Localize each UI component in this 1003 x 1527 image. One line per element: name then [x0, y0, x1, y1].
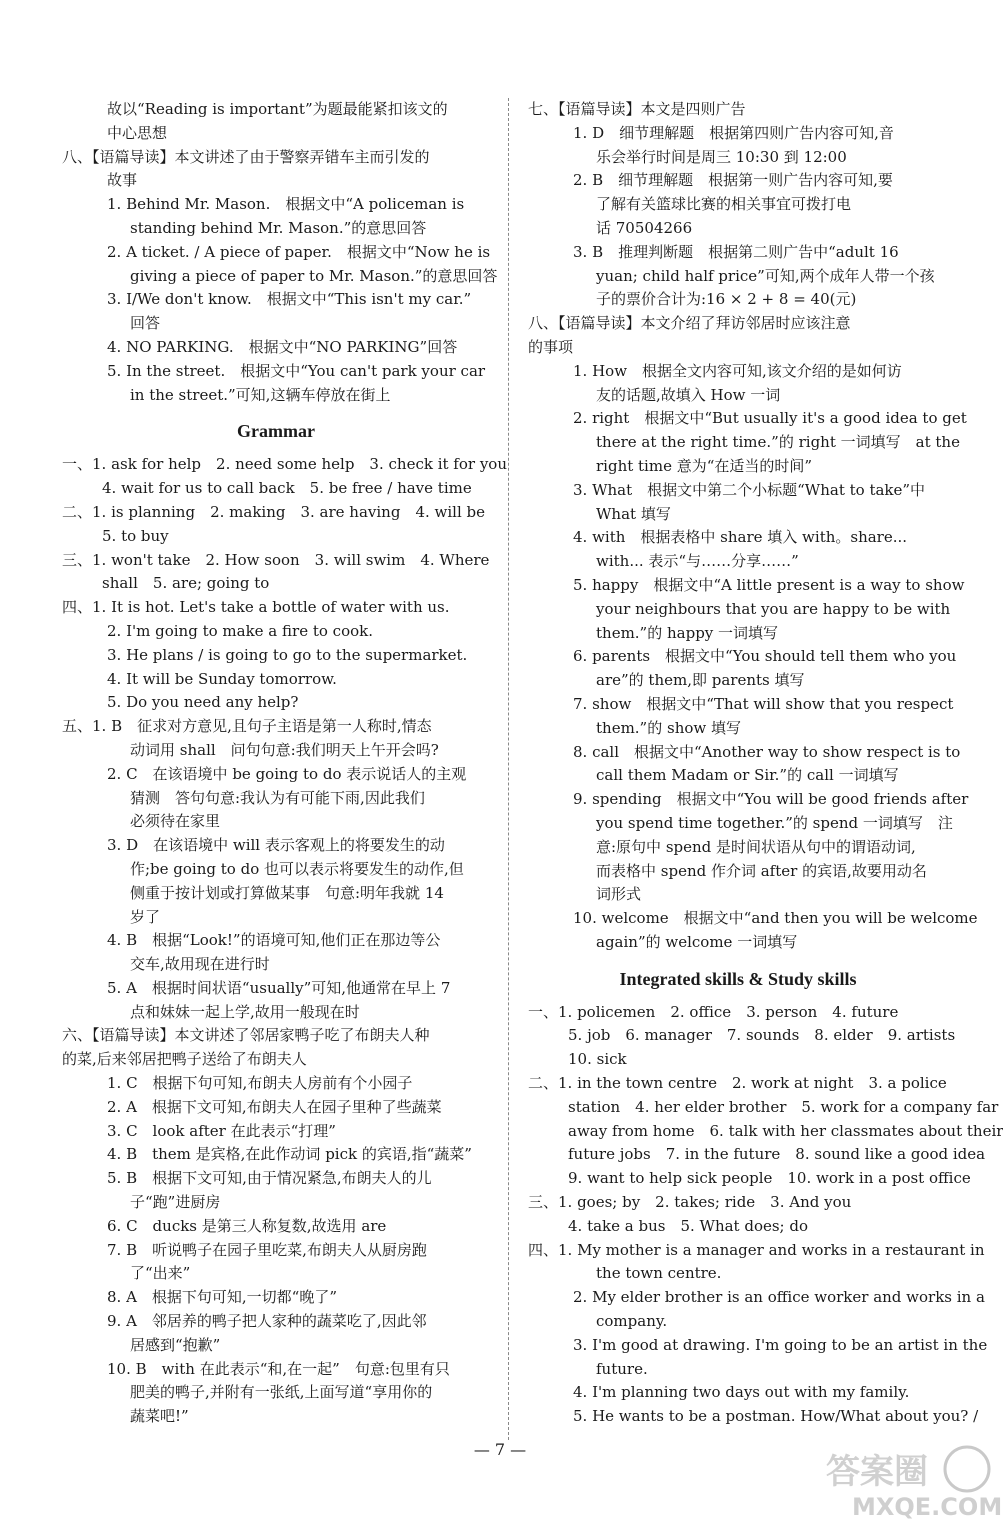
- left-text-line: 2. I'm going to make a fire to cook.: [107, 621, 373, 640]
- right-column: [528, 98, 1003, 1429]
- right-text-line: 七、【语篇导读】本文是四则广告: [528, 100, 746, 118]
- right-text-line: 1. D 细节理解题 根据第四则广告内容可知,音: [573, 123, 894, 142]
- right-text-line: 7. show 根据文中“That will show that you respect: [573, 694, 954, 713]
- right-text-line: 2. My elder brother is an office worker and works in a: [573, 1288, 985, 1307]
- left-text-line: 3. C look after 在此表示“打理”: [107, 1121, 336, 1140]
- right-text-line: 2. B 细节理解题 根据第一则广告内容可知,要: [573, 171, 893, 190]
- left-text-line: 点和妹妹一起上学,故用一般现在时: [130, 1002, 360, 1021]
- right-text-line: 的事项: [528, 337, 574, 356]
- page-number: — 7 —: [473, 1440, 527, 1459]
- right-text-line: future jobs 7. in the future 8. sound like a good idea: [568, 1145, 986, 1164]
- right-text-line: yuan; child half price”可知,两个成年人带一个孩: [596, 266, 935, 285]
- right-text-line: 四、1. My mother is a manager and works in a restaurant in: [528, 1240, 985, 1259]
- left-section-heading: Grammar: [237, 421, 315, 442]
- left-text-line: 4. It will be Sunday tomorrow.: [107, 669, 337, 688]
- left-text-line: 5. to buy: [102, 526, 169, 545]
- left-text-line: 四、1. It is hot. Let's take a bottle of water with us.: [62, 598, 450, 617]
- left-text-line: 4. NO PARKING. 根据文中“NO PARKING”回答: [107, 337, 458, 356]
- left-text-line: 10. B with 在此表示“和,在一起” 句意:包里有只: [107, 1359, 450, 1378]
- left-text-line: 蔬菜吧!”: [130, 1407, 189, 1426]
- right-text-line: the town centre.: [596, 1264, 722, 1283]
- right-text-line: again”的 welcome 一词填写: [596, 932, 798, 951]
- svg-text:答案圈: 答案圈: [826, 1452, 928, 1492]
- left-text-line: 八、【语篇导读】本文讲述了由于警察弄错车主而引发的: [62, 147, 430, 166]
- right-text-line: 乐会举行时间是周三 10:30 到 12:00: [596, 147, 847, 166]
- left-text-line: 侧重于按计划或打算做某事 句意:明年我就 14: [130, 883, 444, 902]
- right-text-line: 4. I'm planning two days out with my family.: [573, 1383, 910, 1402]
- right-text-line: 友的话题,故填入 How 一词: [596, 385, 781, 404]
- left-text-line: 3. D 在该语境中 will 表示客观上的将要发生的动: [107, 836, 445, 855]
- right-text-line: 二、1. in the town centre 2. work at night 3. a police: [528, 1074, 947, 1093]
- left-text-line: 必须待在家里: [130, 812, 221, 831]
- right-text-line: 4. with 根据表格中 share 填入 with。share...: [573, 528, 908, 547]
- right-text-line: What 填写: [596, 504, 671, 523]
- left-text-line: 猜测 答句句意:我认为有可能下雨,因此我们: [130, 788, 425, 807]
- right-text-line: them.”的 happy 一词填写: [596, 623, 779, 642]
- left-text-line: 2. C 在该语境中 be going to do 表示说话人的主观: [107, 764, 467, 783]
- right-text-line: 1. How 根据全文内容可知,该文介绍的是如何访: [573, 361, 902, 380]
- left-text-line: 1. Behind Mr. Mason. 根据文中“A policeman is: [107, 195, 465, 214]
- left-text-line: 居感到“抱歉”: [130, 1335, 221, 1354]
- left-text-line: 的菜,后来邻居把鸭子送给了布朗夫人: [62, 1050, 307, 1069]
- column-divider: [508, 98, 509, 1440]
- left-text-line: 子“跑”进厨房: [130, 1193, 221, 1212]
- left-text-line: shall 5. are; going to: [102, 574, 270, 593]
- left-text-line: 2. A ticket. / A piece of paper. 根据文中“Now he is: [107, 242, 491, 261]
- right-text-line: 8. call 根据文中“Another way to show respect is to: [573, 742, 961, 761]
- left-text-line: 5. A 根据时间状语“usually”可知,他通常在早上 7: [107, 978, 451, 997]
- right-text-line: 意:原句中 spend 是时间状语从句中的谓语动词,: [596, 837, 916, 856]
- right-text-line: company.: [596, 1312, 668, 1331]
- right-text-line: 词形式: [596, 885, 642, 904]
- left-text-line: 6. C ducks 是第三人称复数,故选用 are: [107, 1216, 387, 1235]
- right-text-line: 3. B 推理判断题 根据第二则广告中“adult 16: [573, 242, 899, 261]
- right-text-line: 子的票价合计为:16 × 2 + 8 = 40(元): [596, 290, 857, 309]
- left-text-line: 5. Do you need any help?: [107, 693, 299, 712]
- right-text-line: station 4. her elder brother 5. work for a company far: [568, 1097, 999, 1116]
- right-text-line: away from home 6. talk with her classmates about their: [568, 1121, 1003, 1140]
- left-text-line: giving a piece of paper to Mr. Mason.”的意思回答: [130, 266, 498, 285]
- left-text-line: 4. B them 是宾格,在此作动词 pick 的宾语,指“蔬菜”: [107, 1145, 472, 1164]
- right-text-line: 3. What 根据文中第二个小标题“What to take”中: [573, 480, 926, 499]
- left-text-line: 7. B 听说鸭子在园子里吃菜,布朗夫人从厨房跑: [107, 1240, 427, 1259]
- right-text-line: 5. happy 根据文中“A little present is a way to show: [573, 575, 965, 594]
- left-text-line: 2. A 根据下文可知,布朗夫人在园子里种了些蔬菜: [107, 1097, 442, 1116]
- left-text-line: 三、1. won't take 2. How soon 3. will swim 4. Where: [62, 550, 490, 569]
- right-text-line: them.”的 show 填写: [596, 718, 741, 737]
- left-text-line: 五、1. B 征求对方意见,且句子主语是第一人称时,情态: [62, 717, 432, 736]
- left-text-line: 动词用 shall 问句句意:我们明天上午开会吗?: [130, 740, 439, 759]
- right-text-line: 10. sick: [568, 1050, 627, 1069]
- left-text-line: 故事: [107, 171, 138, 190]
- left-text-line: 1. C 根据下句可知,布朗夫人房前有个小园子: [107, 1074, 413, 1093]
- left-text-line: standing behind Mr. Mason.”的意思回答: [130, 218, 427, 237]
- svg-text:MXQE.COM: MXQE.COM: [852, 1493, 1003, 1521]
- left-text-line: in the street.”可知,这辆车停放在街上: [130, 385, 391, 404]
- left-text-line: 3. I/We don't know. 根据文中“This isn't my car.”: [107, 290, 472, 309]
- left-column: [62, 98, 507, 1429]
- left-text-line: 岁了: [130, 907, 161, 926]
- left-text-line: 交车,故用现在进行时: [130, 955, 270, 974]
- left-text-line: 4. wait for us to call back 5. be free / have time: [102, 479, 472, 498]
- right-text-line: future.: [596, 1359, 648, 1378]
- right-text-line: 10. welcome 根据文中“and then you will be welcome: [573, 909, 978, 928]
- left-text-line: 5. B 根据下文可知,由于情况紧急,布朗夫人的儿: [107, 1169, 432, 1188]
- left-text-line: 了“出来”: [130, 1264, 191, 1283]
- right-text-line: 了解有关篮球比赛的相关事宜可拨打电: [596, 195, 852, 214]
- left-text-line: 中心思想: [107, 123, 168, 142]
- left-text-line: 二、1. is planning 2. making 3. are having 4. will be: [62, 502, 485, 521]
- right-text-line: 而表格中 spend 作介词 after 的宾语,故要用动名: [596, 861, 927, 880]
- left-text-line: 回答: [130, 314, 161, 333]
- left-text-line: 作;be going to do 也可以表示将要发生的动作,但: [130, 859, 464, 878]
- watermark-logo: [822, 1441, 1003, 1521]
- left-text-line: 9. A 邻居养的鸭子把人家种的蔬菜吃了,因此邻: [107, 1312, 427, 1331]
- right-text-line: 9. want to help sick people 10. work in a post office: [568, 1169, 971, 1188]
- right-text-line: 6. parents 根据文中“You should tell them who you: [573, 647, 957, 666]
- right-text-line: there at the right time.”的 right 一词填写 at the: [596, 433, 960, 452]
- right-text-line: your neighbours that you are happy to be with: [596, 599, 951, 618]
- right-section-heading: Integrated skills & Study skills: [619, 968, 857, 989]
- left-text-line: 4. B 根据“Look!”的语境可知,他们正在那边等公: [107, 931, 441, 950]
- right-text-line: 话 70504266: [596, 218, 693, 237]
- right-text-line: 3. I'm good at drawing. I'm going to be an artist in the: [573, 1335, 988, 1354]
- left-text-line: 故以“Reading is important”为题最能紧扣该文的: [107, 100, 448, 118]
- right-text-line: 一、1. policemen 2. office 3. person 4. future: [528, 1002, 899, 1021]
- right-text-line: 三、1. goes; by 2. takes; ride 3. And you: [528, 1193, 852, 1212]
- right-text-line: call them Madam or Sir.”的 call 一词填写: [596, 766, 899, 785]
- right-text-line: 2. right 根据文中“But usually it's a good idea to get: [573, 409, 967, 428]
- right-text-line: with... 表示“与……分享……”: [596, 552, 799, 571]
- left-text-line: 8. A 根据下句可知,一切都“晚了”: [107, 1288, 338, 1307]
- left-text-line: 肥美的鸭子,并附有一张纸,上面写道“享用你的: [130, 1383, 433, 1402]
- left-text-line: 一、1. ask for help 2. need some help 3. check it for you: [62, 455, 507, 474]
- left-text-line: 3. He plans / is going to go to the supermarket.: [107, 645, 468, 664]
- right-text-line: 八、【语篇导读】本文介绍了拜访邻居时应该注意: [528, 314, 851, 333]
- right-text-line: are”的 them,即 parents 填写: [596, 671, 805, 690]
- right-text-line: 5. job 6. manager 7. sounds 8. elder 9. artists: [568, 1026, 956, 1045]
- right-text-line: right time 意为“在适当的时间”: [596, 456, 813, 475]
- right-text-line: 9. spending 根据文中“You will be good friends after: [573, 790, 969, 809]
- right-text-line: 4. take a bus 5. What does; do: [568, 1216, 809, 1235]
- left-text-line: 5. In the street. 根据文中“You can't park your car: [107, 361, 486, 380]
- right-text-line: 5. He wants to be a postman. How/What about you? /: [573, 1407, 979, 1426]
- left-text-line: 六、【语篇导读】本文讲述了邻居家鸭子吃了布朗夫人种: [62, 1026, 430, 1045]
- right-text-line: you spend time together.”的 spend 一词填写 注: [596, 813, 953, 832]
